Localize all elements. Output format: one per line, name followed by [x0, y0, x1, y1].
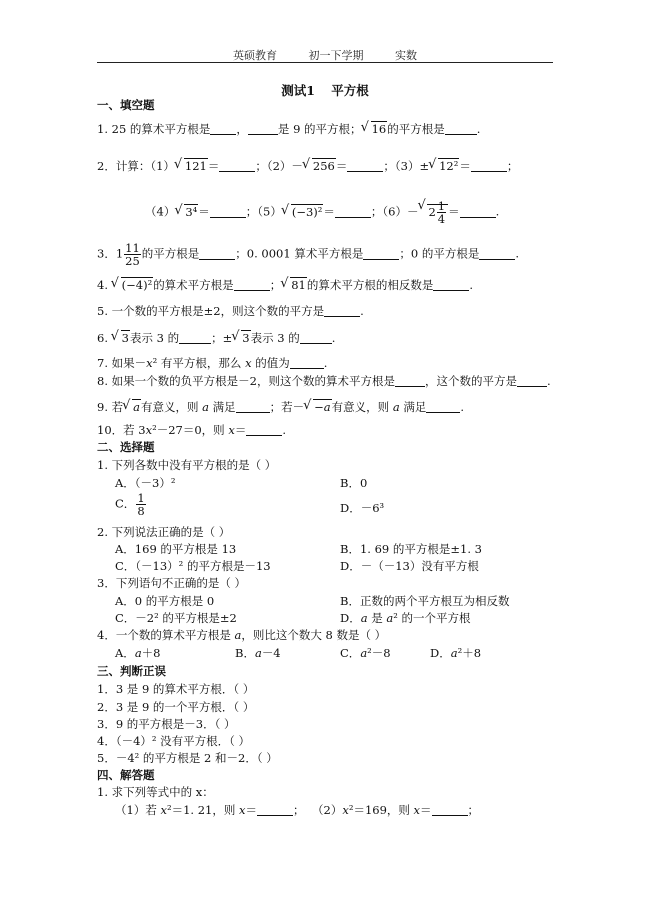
fill-q7: 7. 如果－x² 有平方根，那么 x 的值为 .: [97, 356, 328, 370]
choice-q1-option-b[interactable]: B．0: [340, 476, 368, 490]
choice-q3-option-c[interactable]: C．－2² 的平方根是±2: [115, 611, 237, 625]
fill-q3-text-a: 的平方根是: [141, 246, 200, 261]
choice-q4-option-b[interactable]: [235, 646, 281, 660]
choice-q4-text-a: 4．一个数的算术平方根是: [97, 628, 235, 642]
sqrt-symbol: [232, 331, 250, 345]
fill-q8-text-b: ，这个数的平方是: [424, 374, 517, 388]
solve-text: ＝: [420, 803, 432, 817]
fill-q6-text-c: 表示 3 的: [250, 331, 300, 345]
var-x: x: [413, 803, 421, 817]
option-text: ＋8: [141, 646, 161, 660]
var-x: x: [228, 423, 235, 437]
mixed-int: 2: [428, 204, 436, 219]
page-title: [0, 81, 650, 99]
fill-q1-text-d: 的平方根是: [387, 122, 445, 136]
solve-text: ²＝169，则: [348, 803, 414, 817]
radicand: 256: [312, 159, 335, 173]
section-choice-heading: 二、选择题: [97, 440, 155, 454]
sqrt-symbol: [281, 278, 307, 292]
radicand: 121: [184, 159, 207, 173]
choice-q3-option-d[interactable]: [340, 611, 471, 625]
fill-q4: 4. √ (−4)²的算术平方根是 ；√ 81的算术平方根的相反数是 .: [97, 278, 473, 292]
var-a: a: [392, 400, 400, 414]
var-x: x: [342, 803, 349, 817]
judge-q5[interactable]: 5．－4² 的平方根是 2 和－2．（ ）: [97, 751, 278, 765]
answer-blank[interactable]: [347, 161, 383, 172]
var-a: a: [254, 646, 262, 660]
var-a: a: [360, 646, 368, 660]
sqrt-symbol: [175, 159, 208, 173]
sqrt-symbol: [429, 159, 459, 173]
fill-q4-text-a: 的算术平方根是: [153, 278, 234, 292]
choice-q4: [97, 628, 386, 642]
answer-blank[interactable]: [471, 161, 507, 172]
var-a: a: [202, 400, 210, 414]
fill-q2-part6: （6）－: [382, 204, 419, 219]
answer-blank[interactable]: [445, 124, 477, 135]
answer-blank[interactable]: [210, 124, 236, 135]
solve-text: ²＝1. 21，则: [166, 803, 240, 817]
fill-q5: 5. 一个数的平方根是±2，则这个数的平方是 .: [97, 304, 364, 318]
fill-q2-part2: （2）－: [266, 159, 303, 173]
var-a: a: [234, 628, 242, 642]
answer-blank[interactable]: [479, 249, 515, 260]
option-label: D．: [340, 611, 361, 625]
answer-blank[interactable]: [248, 124, 278, 135]
option-label: C．: [115, 496, 136, 511]
title-name: 平方根: [331, 83, 369, 98]
choice-q2-option-d[interactable]: D．－（－13）没有平方根: [340, 559, 479, 573]
fill-q10-text-e: ＝: [234, 423, 247, 437]
var-x: x: [146, 356, 153, 370]
radicand: (−3)²: [291, 204, 323, 219]
solve-q1: 1. 求下列等式中的 x：: [97, 785, 214, 799]
option-text: －4: [261, 646, 281, 660]
fill-q8: 8. 如果一个数的负平方根是－2，则这个数的算术平方根是 ，这个数的平方是 .: [97, 374, 551, 388]
radicand: 12²: [439, 159, 459, 173]
solve-text: （2）: [312, 803, 343, 817]
answer-blank[interactable]: [433, 280, 469, 291]
sqrt-symbol: [418, 200, 448, 225]
var-a: a: [386, 611, 394, 625]
solve-q1-part1: （1）若 x²＝1. 21，则 x＝ ；: [115, 803, 305, 817]
radicand: 16: [371, 122, 387, 136]
fill-q10: 10．若 3x²－27＝0，则 x＝ .: [97, 423, 286, 437]
fill-q8-text-a: 8. 如果一个数的负平方根是－2，则这个数的算术平方根是: [97, 374, 395, 388]
choice-q2-option-a[interactable]: A．169 的平方根是 13: [115, 542, 237, 556]
radicand: 3⁴: [185, 204, 198, 219]
option-label: B．: [235, 646, 255, 660]
var-x: x: [239, 803, 246, 817]
answer-blank[interactable]: [324, 306, 360, 317]
answer-blank[interactable]: [335, 207, 371, 218]
choice-q3-option-a[interactable]: A．0 的平方根是 0: [115, 594, 215, 608]
choice-q1: 1. 下列各数中没有平方根的是（ ）: [97, 458, 277, 472]
answer-blank[interactable]: [426, 402, 460, 413]
sqrt-symbol: [362, 122, 388, 136]
judge-q1[interactable]: 1．3 是 9 的算术平方根．（ ）: [97, 682, 255, 696]
answer-blank[interactable]: [290, 358, 324, 369]
choice-q4-option-c[interactable]: [340, 646, 391, 660]
fill-q9: 9. 若√ a有意义，则 a 满足 ；若－√ −a有意义，则 a 满足 .: [97, 400, 464, 414]
fill-q4-number: 4.: [97, 278, 108, 292]
answer-blank[interactable]: [460, 207, 496, 218]
fill-q6: 6. √ 3表示 3 的 ；±√ 3表示 3 的 .: [97, 331, 335, 345]
option-label: D．: [430, 646, 451, 660]
header-school: 英硕教育: [233, 49, 277, 62]
fill-q9-text-f: 有意义，则: [331, 400, 393, 414]
solve-text: （1）若: [115, 803, 161, 817]
judge-q2[interactable]: 2．3 是 9 的一个平方根．（ ）: [97, 700, 255, 714]
answer-blank[interactable]: [257, 805, 293, 816]
sqrt-symbol: [282, 205, 324, 219]
radicand: −a: [314, 400, 331, 414]
header-rule: [97, 62, 553, 63]
answer-blank[interactable]: [210, 207, 246, 218]
sqrt-symbol: [304, 400, 332, 414]
choice-q1-option-c[interactable]: [115, 492, 147, 517]
fraction-numerator: 1: [437, 199, 446, 213]
choice-q4-option-d[interactable]: [430, 646, 481, 660]
title-test: 测试1: [281, 83, 315, 98]
fill-q6-text-a: 表示 3 的: [129, 331, 180, 345]
fill-q4-text-b: 的算术平方根的相反数是: [306, 278, 434, 292]
choice-q3-option-b[interactable]: B．正数的两个平方根互为相反数: [340, 594, 510, 608]
fill-q1: 1. 25 的算术平方根是 ， 是 9 的平方根；√ 16的平方根是 .: [97, 122, 480, 136]
var-a: a: [134, 646, 142, 660]
radicand: a: [133, 400, 140, 414]
fill-q9-text-h: 满足: [399, 400, 427, 414]
answer-blank[interactable]: [199, 249, 235, 260]
answer-blank[interactable]: [234, 280, 270, 291]
fill-q5-text: 5. 一个数的平方根是±2，则这个数的平方是: [97, 304, 325, 318]
radicand: 81: [291, 278, 306, 292]
fraction: [437, 200, 446, 225]
fill-q10-text-a: 10．若 3: [97, 423, 146, 437]
var-x: x: [245, 356, 252, 370]
option-text: 是: [367, 611, 387, 625]
fraction-numerator: 11: [125, 241, 140, 255]
fraction: [124, 242, 141, 267]
fill-q1-text-b: 是 9 的平方根；: [277, 122, 362, 136]
fraction-denominator: 4: [437, 212, 446, 226]
fill-q3-number: 3．1: [97, 246, 124, 261]
answer-blank[interactable]: [300, 333, 332, 344]
answer-blank[interactable]: [517, 376, 547, 387]
fill-q2-row2: （4）√ 3⁴＝ ；（5）√ (−3)²＝ ；（6）－√ 2 $\frac{1}{4}$ ＝ .: [145, 200, 499, 225]
option-text: ²－8: [367, 646, 391, 660]
var-x: x: [160, 803, 167, 817]
fill-q7-text-e: 的值为: [251, 356, 290, 370]
page-header: [0, 47, 650, 63]
solve-q1-part2: （2）x²＝169，则 x＝ ；: [312, 803, 480, 817]
choice-q3: 3．下列语句不正确的是（ ）: [97, 576, 246, 590]
solve-text: ＝: [245, 803, 258, 817]
fill-q1-text-a: 1. 25 的算术平方根是: [97, 122, 211, 136]
answer-blank[interactable]: [219, 161, 255, 172]
judge-q3[interactable]: 3．9 的平方根是－3．（ ）: [97, 717, 236, 731]
fill-q9-text-d: 满足: [209, 400, 236, 414]
section-solve-heading: 四、解答题: [97, 768, 155, 782]
radicand: (−4)²: [121, 278, 153, 292]
answer-blank[interactable]: [432, 805, 468, 816]
answer-blank[interactable]: [236, 402, 270, 413]
fill-q9-text-a: 9. 若: [97, 400, 124, 414]
header-topic: 实数: [395, 49, 417, 62]
fill-q7-text-c: ² 有平方根，那么: [152, 356, 246, 370]
header-grade: 初一下学期: [308, 49, 364, 62]
option-text: ²＋8: [457, 646, 482, 660]
answer-blank[interactable]: [246, 425, 282, 436]
fill-q2-part3: （3）±: [394, 159, 430, 173]
answer-blank[interactable]: [395, 376, 425, 387]
var-a: a: [450, 646, 458, 660]
radicand: 3: [242, 331, 250, 345]
fill-q10-text-c: ²－27＝0，则: [152, 423, 229, 437]
sqrt-symbol: [112, 331, 130, 345]
sqrt-symbol: [175, 205, 198, 219]
sqrt-symbol: [303, 159, 336, 173]
choice-q1-option-d[interactable]: D．－6³: [340, 501, 385, 515]
option-label: C．: [340, 646, 361, 660]
radicand: 3: [121, 331, 129, 345]
fill-q2-row1: 2．计算：（1）√ 121＝ ；（2）－√ 256＝ ；（3）±√ 12²＝ ；: [97, 159, 518, 173]
choice-q2-option-c[interactable]: C．（－13）² 的平方根是－13: [115, 559, 271, 573]
option-text: ² 的一个平方根: [393, 611, 471, 625]
fraction-denominator: 8: [137, 504, 145, 518]
fill-q3: 3．1 $\frac{11}{25}$ 的平方根是 ；0. 0001 算术平方根是 ；0 的平方根是 .: [97, 241, 519, 268]
fill-q3-text-b: ；0. 0001 算术平方根是: [235, 246, 364, 261]
judge-q4[interactable]: 4．（－4）² 没有平方根．（ ）: [97, 734, 251, 748]
option-label: A．: [115, 646, 135, 660]
sqrt-symbol: [112, 278, 154, 292]
fill-q7-text-a: 7. 如果－: [97, 356, 147, 370]
fill-q2-part5: （5）: [257, 204, 282, 219]
choice-q2-option-b[interactable]: B．1. 69 的平方根是±1. 3: [340, 542, 482, 556]
choice-q4-option-a[interactable]: [115, 646, 161, 660]
fill-q6-text-b: ；±: [211, 331, 233, 345]
section-fill-heading: 一、填空题: [97, 98, 155, 112]
answer-blank[interactable]: [179, 333, 211, 344]
fill-q2-part4: （4）: [145, 204, 176, 219]
answer-blank[interactable]: [363, 249, 399, 260]
fill-q9-text-e: ；若－: [269, 400, 305, 414]
fill-q2-text-a: 2．计算：（1）: [97, 159, 175, 173]
fraction-numerator: 1: [137, 491, 145, 505]
choice-q4-text-c: ，则比这个数大 8 数是（ ）: [241, 628, 387, 642]
choice-q2: 2. 下列说法正确的是（ ）: [97, 525, 231, 539]
fill-q3-text-c: ；0 的平方根是: [399, 246, 480, 261]
fraction: [136, 492, 145, 517]
section-judge-heading: 三、判断正误: [97, 664, 166, 678]
fill-q9-text-b: 有意义，则: [141, 400, 203, 414]
var-x: x: [145, 423, 153, 437]
sqrt-symbol: [123, 400, 141, 414]
var-a: a: [360, 611, 368, 625]
choice-q1-option-a[interactable]: A．（－3）²: [115, 476, 176, 490]
fraction-denominator: 25: [125, 254, 140, 268]
fill-q6-number: 6.: [97, 331, 108, 345]
